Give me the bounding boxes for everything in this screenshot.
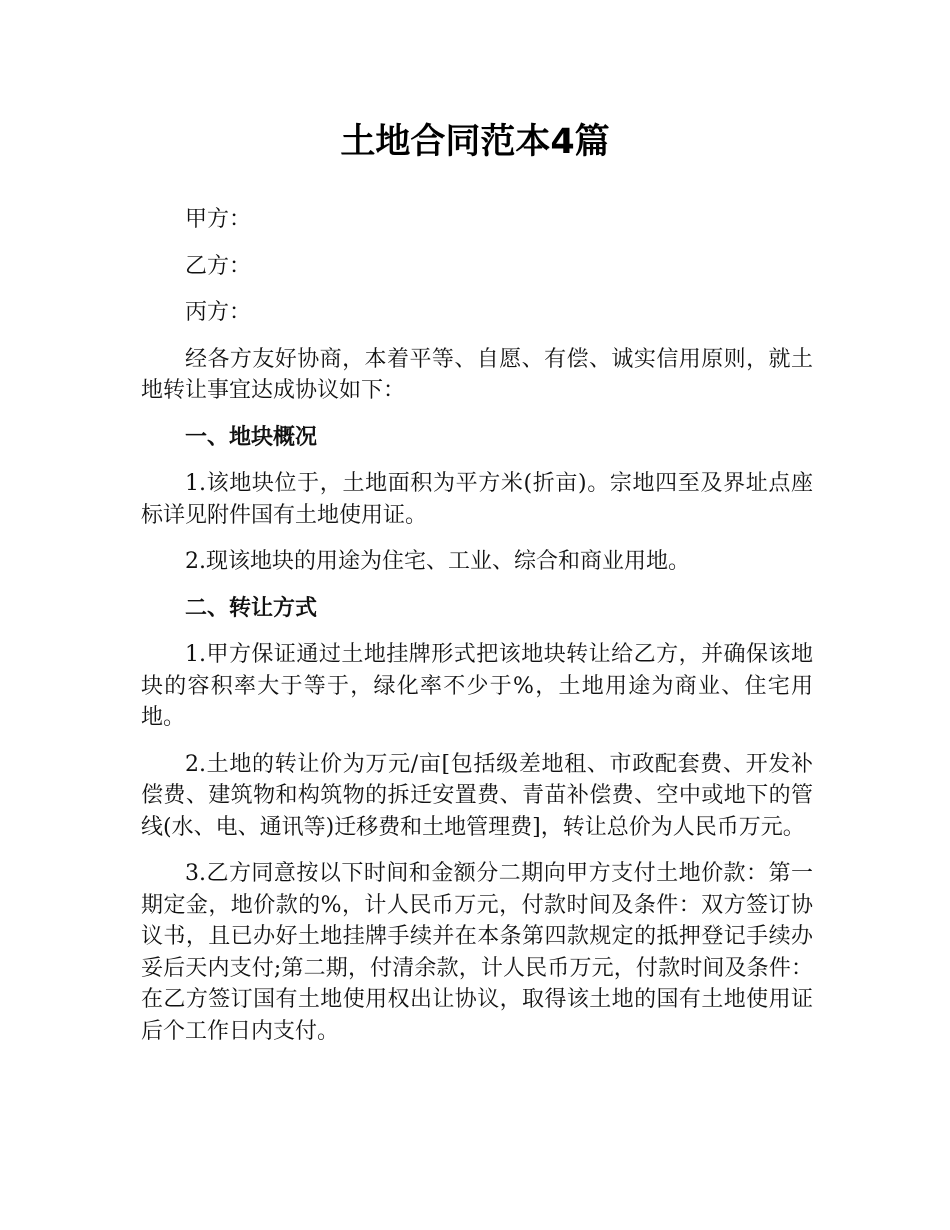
section1-heading: 一、地块概况 — [185, 424, 318, 450]
party-a-line: 甲方： — [185, 207, 252, 232]
document-title: 土地合同范本4篇 — [340, 122, 610, 162]
section2-item: 2.土地的转让价为万元/亩[包括级差地租、市政配套费、开发补偿费、建筑物和构筑物的拆迁安置费、青苗补偿费、空中或地下的管线(水、电、通讯等)迁移费和土地管理费]，转让总价为人民币万元。 — [141, 751, 813, 840]
section2-heading: 二、转让方式 — [185, 595, 318, 621]
party-b-line: 乙方： — [185, 253, 252, 279]
document-body — [141, 204, 813, 1047]
party-c-line: 丙方： — [185, 300, 252, 325]
section2-item: 1.甲方保证通过土地挂牌形式把该地块转让给乙方，并确保该地块的容积率大于等于，绿化率不少于%，土地用途为商业、住宅用地。 — [141, 642, 813, 730]
intro-paragraph: 经各方友好协商，本着平等、自愿、有偿、诚实信用原则，就土地转让事宜达成协议如下： — [141, 346, 813, 403]
section2-item: 3.乙方同意按以下时间和金额分二期向甲方支付土地价款：第一期定金，地价款的%，计人民币万元，付款时间及条件：双方签订协议书，且已办好土地挂牌手续并在本条第四款规定的抵押登记手续办妥后天内支付;第二期，付清余款，计人民币万元，付款时间及条件：在乙方签订国有土地使用权出让协议，取得该土地的国有土地使用证后个工作日内支付。 — [141, 861, 813, 1044]
section1-item: 1.该地块位于，土地面积为平方米(折亩)。宗地四至及界址点座标详见附件国有土地使用证。 — [141, 471, 813, 528]
section1-item: 2.现该地块的用途为住宅、工业、综合和商业用地。 — [185, 549, 690, 574]
